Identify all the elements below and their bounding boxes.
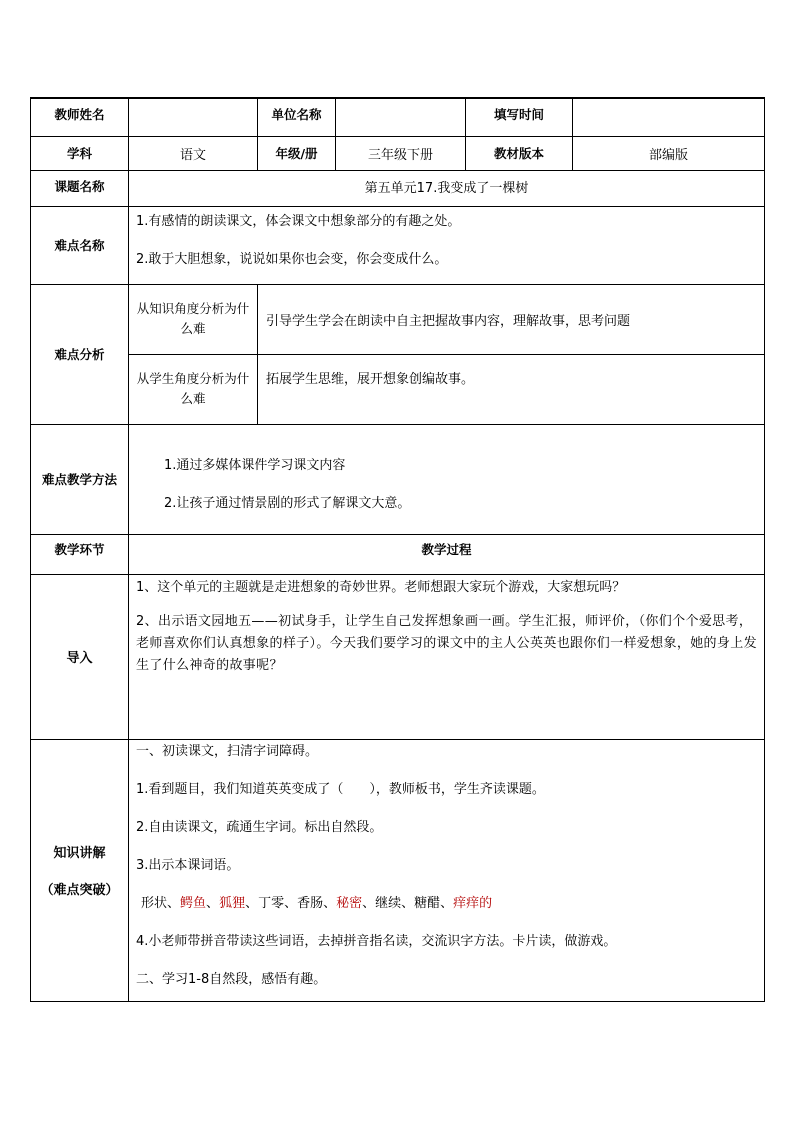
knowledge-sublabel: （难点突破） bbox=[40, 883, 119, 898]
intro-label: 导入 bbox=[31, 574, 129, 739]
analysis-label: 难点分析 bbox=[31, 284, 129, 424]
teacher-name-label: 教师姓名 bbox=[31, 98, 129, 136]
student-angle-text: 拓展学生思维，展开想象创编故事。 bbox=[258, 354, 765, 424]
knowledge-label: 知识讲解 bbox=[53, 846, 106, 861]
word-group: 、继续、糖醋、 bbox=[362, 895, 454, 911]
knowledge-angle-text: 引导学生学会在朗读中自主把握故事内容，理解故事，思考问题 bbox=[258, 284, 765, 354]
word-itchy: 痒痒的 bbox=[453, 895, 493, 911]
header-row-2 bbox=[31, 136, 765, 170]
difficulty-row bbox=[31, 206, 765, 284]
word-fox: 狐狸 bbox=[219, 895, 246, 911]
word-crocodile: 鳄鱼 bbox=[180, 895, 207, 911]
teaching-stage-label: 教学环节 bbox=[31, 534, 129, 574]
method-content bbox=[129, 424, 765, 534]
intro-paragraph-2: 2、出示语文园地五——初试身手，让学生自己发挥想象画一画。学生汇报，师评价，（你们个个爱思考，老师喜欢你们认真想象的样子）。今天我们要学习的课文中的主人公英英也跟你们一样爱想象，她的身上发生了什么神奇的故事呢？ bbox=[136, 613, 757, 673]
method-item-1: 1.通过多媒体课件学习课文内容 bbox=[164, 458, 346, 473]
difficulty-item-1: 1.有感情的朗读课文，体会课文中想象部分的有趣之处。 bbox=[136, 213, 461, 229]
knowledge-label-cell bbox=[31, 739, 129, 1001]
subject-label: 学科 bbox=[31, 136, 129, 170]
teacher-name-value bbox=[129, 98, 258, 136]
analysis-row-knowledge bbox=[31, 284, 765, 354]
student-angle-label: 从学生角度分析为什么难 bbox=[129, 354, 258, 424]
fill-date-label: 填写时间 bbox=[466, 98, 573, 136]
knowledge-paragraph-3: 2.自由读课文，疏通生字词。标出自然段。 bbox=[136, 819, 383, 835]
grade-label: 年级/册 bbox=[258, 136, 336, 170]
analysis-row-student bbox=[31, 354, 765, 424]
edition-label: 教材版本 bbox=[466, 136, 573, 170]
knowledge-paragraph-5: 4.小老师带拼音带读这些词语，去掉拼音指名读，交流识字方法。卡片读，做游戏。 bbox=[136, 933, 617, 949]
lesson-plan-table bbox=[30, 97, 765, 1002]
word-secret: 秘密 bbox=[336, 895, 363, 911]
fill-date-value bbox=[573, 98, 765, 136]
word-shape: 形状 bbox=[141, 895, 168, 911]
difficulty-label: 难点名称 bbox=[31, 206, 129, 284]
intro-content bbox=[129, 574, 765, 739]
teaching-process-label: 教学过程 bbox=[129, 534, 765, 574]
method-row bbox=[31, 424, 765, 534]
knowledge-paragraph-1: 一、初读课文，扫清字词障碍。 bbox=[136, 743, 319, 759]
intro-row bbox=[31, 574, 765, 739]
edition-value: 部编版 bbox=[573, 136, 765, 170]
unit-name-value bbox=[336, 98, 466, 136]
method-label: 难点教学方法 bbox=[31, 424, 129, 534]
vocabulary-line bbox=[129, 896, 764, 912]
word-separator: 、 bbox=[167, 895, 181, 911]
method-item-2: 2.让孩子通过情景剧的形式了解课文大意。 bbox=[164, 496, 411, 511]
unit-name-label: 单位名称 bbox=[258, 98, 336, 136]
knowledge-angle-label: 从知识角度分析为什么难 bbox=[129, 284, 258, 354]
knowledge-paragraph-4: 3.出示本课词语。 bbox=[136, 857, 240, 873]
knowledge-paragraph-2: 1.看到题目，我们知道英英变成了（ ），教师板书，学生齐读课题。 bbox=[136, 781, 545, 797]
topic-label: 课题名称 bbox=[31, 170, 129, 206]
process-header-row bbox=[31, 534, 765, 574]
intro-paragraph-1: 1、这个单元的主题就是走进想象的奇妙世界。老师想跟大家玩个游戏，大家想玩吗？ bbox=[136, 579, 626, 595]
topic-row bbox=[31, 170, 765, 206]
word-separator: 、 bbox=[206, 895, 220, 911]
difficulty-item-2: 2.敢于大胆想象，说说如果你也会变，你会变成什么。 bbox=[136, 251, 448, 267]
knowledge-content bbox=[129, 739, 765, 1001]
header-row-1 bbox=[31, 98, 765, 136]
word-group: 、丁零、香肠、 bbox=[245, 895, 337, 911]
knowledge-paragraph-6: 二、学习1-8自然段，感悟有趣。 bbox=[136, 971, 327, 987]
knowledge-row bbox=[31, 739, 765, 1001]
subject-value: 语文 bbox=[129, 136, 258, 170]
difficulty-content bbox=[129, 206, 765, 284]
grade-value: 三年级下册 bbox=[336, 136, 466, 170]
topic-value: 第五单元17.我变成了一棵树 bbox=[129, 170, 765, 206]
